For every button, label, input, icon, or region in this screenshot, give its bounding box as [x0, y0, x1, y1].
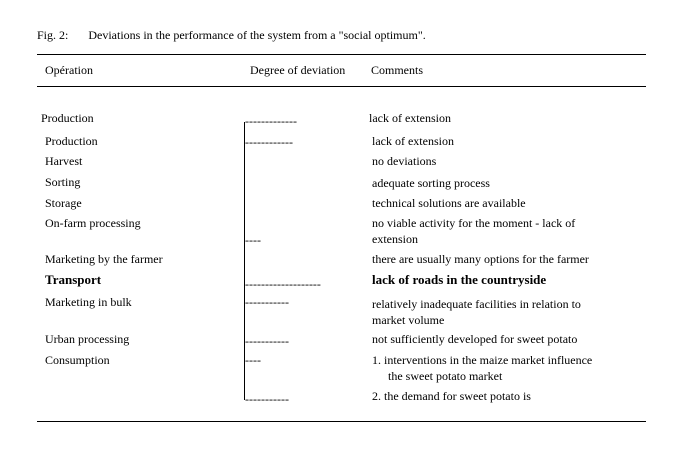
row-operation: On-farm processing: [45, 216, 141, 230]
table-bottom-rule: [37, 421, 646, 422]
row-comment: no deviations: [372, 154, 437, 168]
row-comment: no viable activity for the moment - lack of: [372, 216, 576, 230]
row-operation: Urban processing: [45, 332, 130, 346]
row-operation: Sorting: [45, 175, 81, 189]
row-operation: Marketing by the farmer: [45, 252, 163, 266]
row-comment: not sufficiently developed for sweet potato: [372, 332, 578, 346]
row-degree: ----: [245, 233, 261, 247]
header-rule: [37, 86, 646, 87]
figure-caption: [37, 28, 426, 42]
row-operation: Transport: [45, 272, 102, 287]
row-degree: -----------: [245, 295, 289, 309]
row-operation: Production: [45, 134, 98, 148]
row-operation: Harvest: [45, 154, 83, 168]
row-degree: -------------: [245, 114, 297, 128]
row-comment-continued: market volume: [372, 313, 445, 327]
row-degree: -------------------: [245, 277, 321, 291]
row-degree: ------------: [245, 135, 293, 149]
table-top-rule: [37, 54, 646, 55]
row-comment: lack of roads in the countryside: [372, 272, 547, 287]
row-operation: Storage: [45, 196, 82, 210]
row-comment: adequate sorting process: [372, 176, 490, 190]
figure-title: Deviations in the performance of the system from a "social optimum".: [88, 28, 426, 42]
row-comment-continued: extension: [372, 232, 418, 246]
row-comment: 2. the demand for sweet potato is: [372, 389, 531, 403]
row-comment: there are usually many options for the farmer: [372, 252, 589, 266]
row-operation: Production: [41, 111, 94, 125]
row-comment: lack of extension: [372, 134, 454, 148]
figure-label: Fig. 2:: [37, 28, 69, 42]
row-operation: Marketing in bulk: [45, 295, 132, 309]
row-degree: -----------: [245, 392, 289, 406]
row-comment-continued: the sweet potato market: [388, 369, 503, 383]
row-comment: relatively inadequate facilities in relation to: [372, 297, 581, 311]
row-operation: Consumption: [45, 353, 110, 367]
header-comments: Comments: [371, 63, 424, 77]
row-degree: -----------: [245, 334, 289, 348]
row-degree: ----: [245, 353, 261, 367]
row-comment: lack of extension: [369, 111, 451, 125]
header-degree: Degree of deviation: [250, 63, 346, 77]
row-comment: 1. interventions in the maize market influence: [372, 353, 593, 367]
header-operation: Opération: [45, 63, 93, 77]
row-comment: technical solutions are available: [372, 196, 526, 210]
